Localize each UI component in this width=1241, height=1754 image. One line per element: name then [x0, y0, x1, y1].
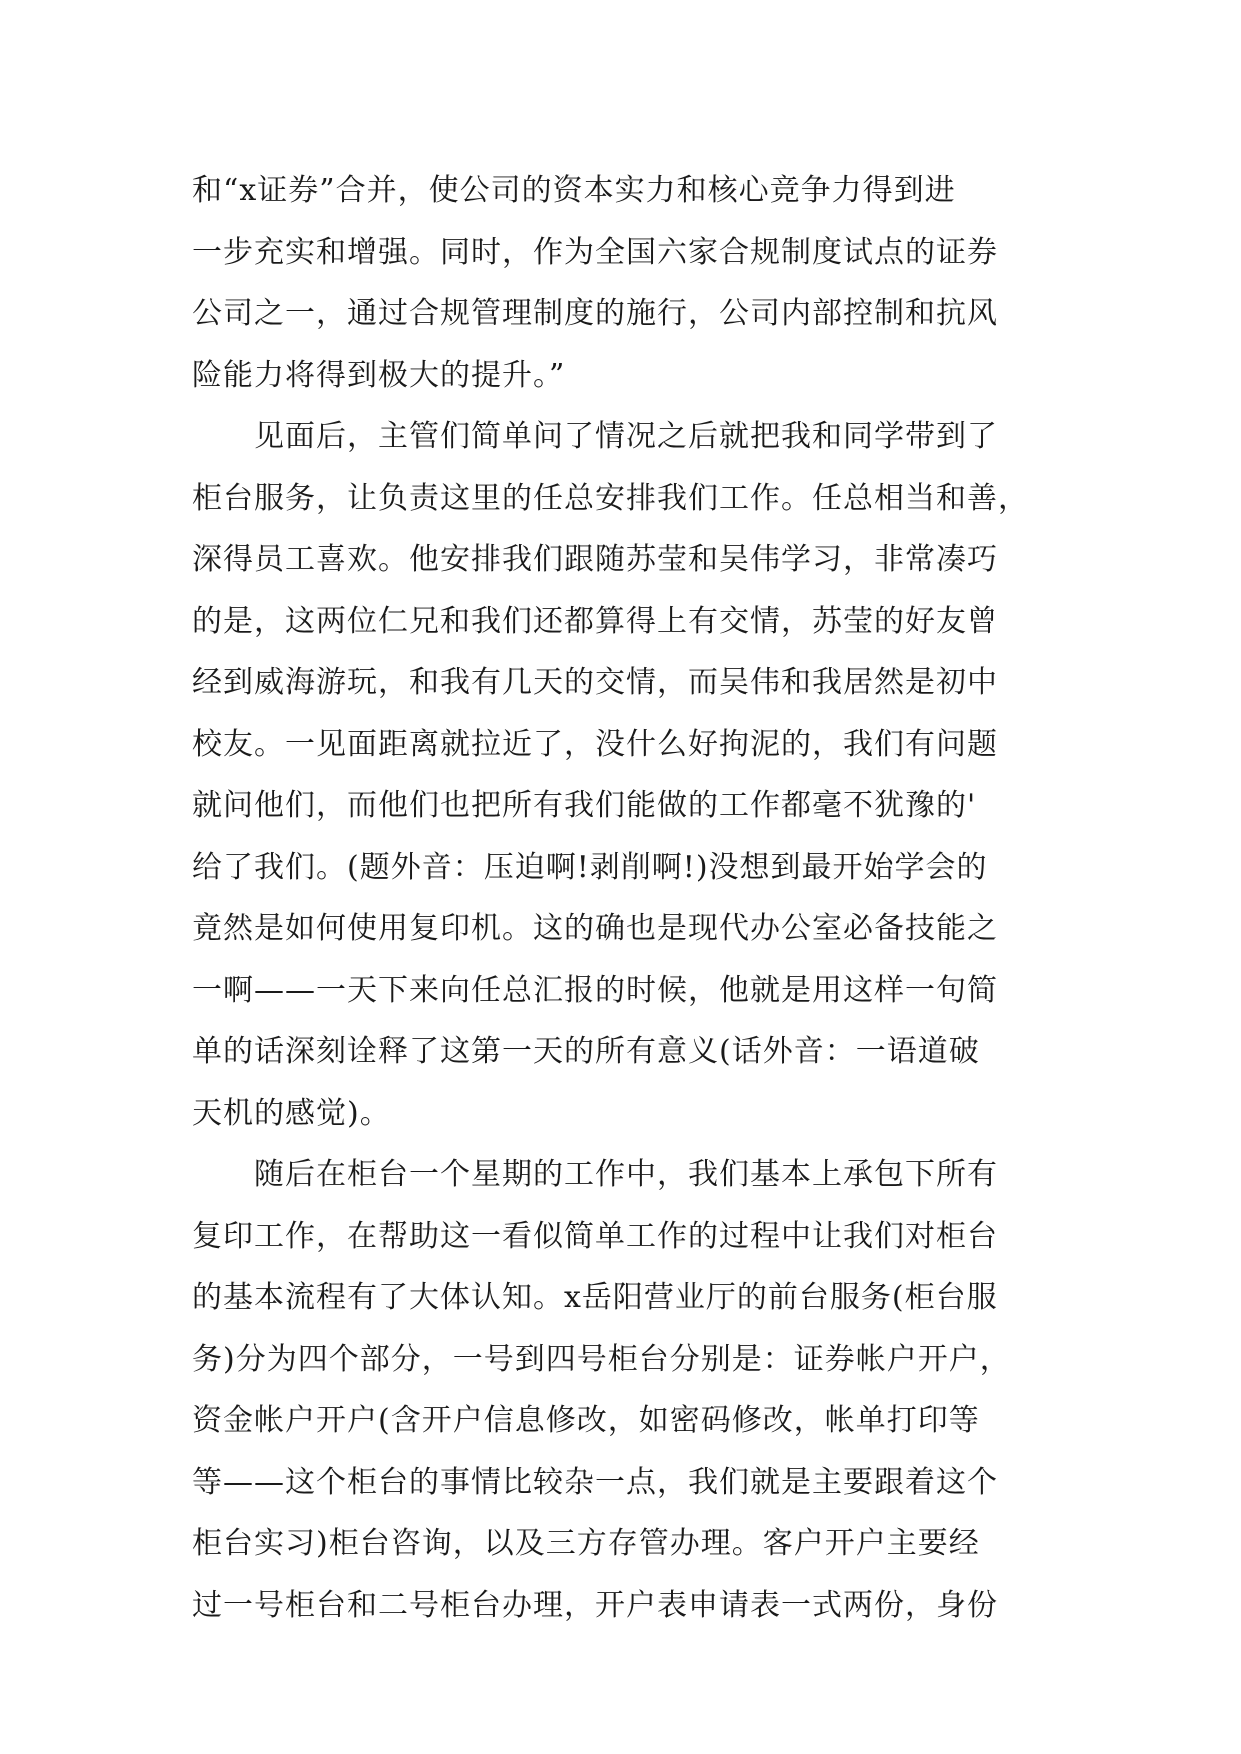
text-line: 经到威海游玩，和我有几天的交情，而吴伟和我居然是初中	[192, 665, 998, 700]
text-line: 一步充实和增强。同时，作为全国六家合规制度试点的证券	[192, 234, 998, 270]
text-line: 单的话深刻诠释了这第一天的所有意义(话外音：一语道破	[192, 1034, 980, 1069]
text-line: 深得员工喜欢。他安排我们跟随苏莹和吴伟学习，非常凑巧	[192, 542, 998, 577]
text-line: 给了我们。(题外音：压迫啊!剥削啊!)没想到最开始学会的	[192, 849, 988, 885]
text-line: 竟然是如何使用复印机。这的确也是现代办公室必备技能之	[192, 911, 998, 946]
text-line: 险能力将得到极大的提升。”	[192, 357, 566, 393]
text-line: 务)分为四个部分，一号到四号柜台分别是：证券帐户开户，	[192, 1341, 1011, 1377]
text-line: 随后在柜台一个星期的工作中，我们基本上承包下所有	[192, 1157, 998, 1192]
text-line: 复印工作，在帮助这一看似简单工作的过程中让我们对柜台	[192, 1218, 998, 1254]
text-line: 资金帐户开户(含开户信息修改，如密码修改，帐单打印等	[192, 1403, 980, 1438]
body-text	[192, 160, 1062, 1636]
text-line: 过一号柜台和二号柜台办理，开户表申请表一式两份，身份	[192, 1587, 998, 1623]
text-line: 就问他们，而他们也把所有我们能做的工作都毫不犹豫的'	[192, 788, 977, 823]
text-line: 等——这个柜台的事情比较杂一点，我们就是主要跟着这个	[192, 1464, 998, 1500]
text-line: 的是，这两位仁兄和我们还都算得上有交情，苏莹的好友曾	[192, 603, 998, 639]
text-line: 一啊——一天下来向任总汇报的时候，他就是用这样一句简	[192, 972, 998, 1008]
text-line: 柜台实习)柜台咨询，以及三方存管办理。客户开户主要经	[192, 1526, 980, 1561]
text-line: 校友。一见面距离就拉近了，没什么好拘泥的，我们有问题	[192, 726, 998, 762]
text-line: 和“x证券”合并，使公司的资本实力和核心竞争力得到进	[192, 173, 956, 208]
text-line: 天机的感觉)。	[192, 1095, 391, 1131]
text-line: 的基本流程有了大体认知。x岳阳营业厅的前台服务(柜台服	[192, 1280, 998, 1315]
text-line: 见面后，主管们简单问了情况之后就把我和同学带到了	[192, 419, 998, 454]
text-line: 柜台服务，让负责这里的任总安排我们工作。任总相当和善，	[192, 480, 1029, 516]
text-line: 公司之一，通过合规管理制度的施行，公司内部控制和抗风	[192, 296, 998, 331]
